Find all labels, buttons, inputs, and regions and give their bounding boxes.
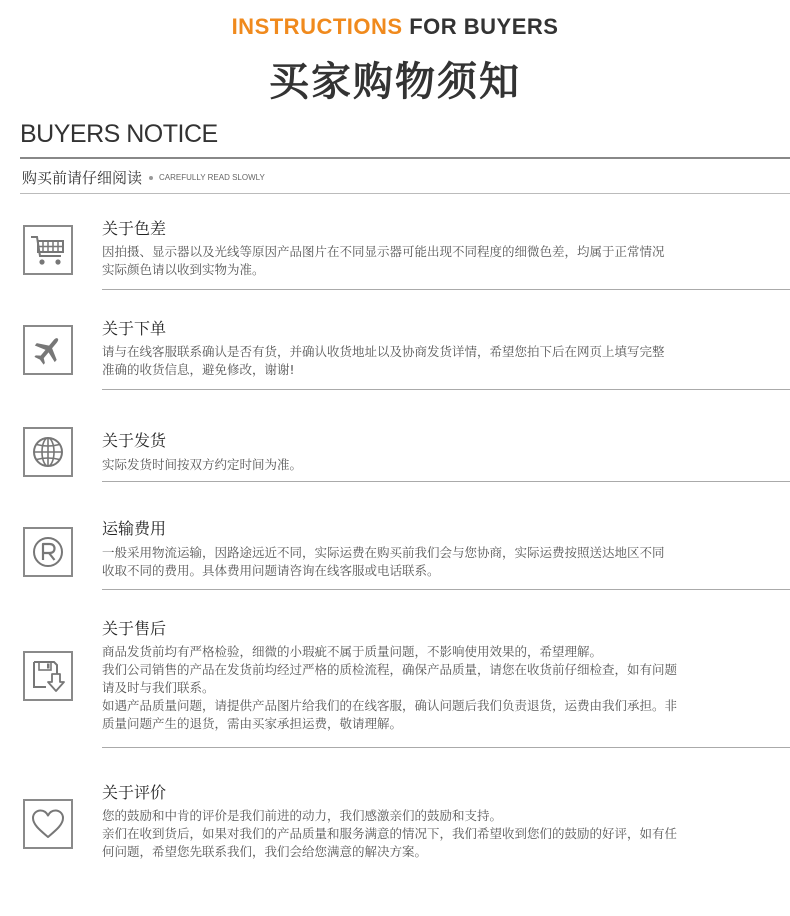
notice-title: BUYERS NOTICE (20, 120, 218, 148)
body-line: 商品发货前均有严格检验，细微的小瑕疵不属于质量问题，不影响使用效果的，希望理解。 (102, 644, 603, 659)
body-line: 何问题，希望您先联系我们，我们会给您满意的解决方案。 (102, 844, 428, 859)
section-body (102, 807, 752, 861)
notice-subtitle-cn: 购买前请仔细阅读 (22, 169, 143, 187)
body-line: 如遇产品质量问题，请提供产品图片给我们的在线客服，确认问题后我们负责退货，运费由我们承担。非 (102, 698, 678, 713)
body-line: 我们公司销售的产品在发货前均经过严格的质检流程，确保产品质量，请您在收货前仔细检查，如有问题 (102, 662, 678, 677)
body-line: 实际发货时间按双方约定时间为准。 (102, 457, 303, 472)
section-title: 关于售后 (102, 619, 167, 638)
notice-subtitle (22, 167, 265, 188)
body-line: 实际颜色请以收到实物为准。 (102, 262, 265, 277)
body-line: 收取不同的费用。具体费用问题请咨询在线客服或电话联系。 (102, 563, 440, 578)
section-title: 关于评价 (102, 783, 167, 802)
registered-icon (23, 527, 73, 577)
divider (102, 481, 790, 482)
divider (102, 747, 790, 748)
divider (20, 157, 790, 159)
body-line: 请及时与我们联系。 (102, 680, 215, 695)
shopping-cart-icon (23, 225, 73, 275)
section-title: 关于发货 (102, 431, 167, 450)
section-title: 关于下单 (102, 319, 167, 338)
body-line: 亲们在收到货后，如果对我们的产品质量和服务满意的情况下，我们希望收到您们的鼓励的好评，如有任 (102, 826, 678, 841)
section-body (102, 643, 752, 733)
divider (102, 289, 790, 290)
body-line: 准确的收货信息，避免修改，谢谢! (102, 362, 295, 377)
bullet-dot (149, 176, 153, 180)
section-body (102, 544, 752, 580)
body-line: 因拍摄、显示器以及光线等原因产品图片在不同显示器可能出现不同程度的细微色差，均属于正常情况 (102, 244, 665, 259)
heart-icon (23, 799, 73, 849)
save-download-icon (23, 651, 73, 701)
section-title: 关于色差 (102, 219, 167, 238)
airplane-icon (23, 325, 73, 375)
divider (20, 193, 790, 194)
section-body (102, 243, 752, 279)
body-line: 请与在线客服联系确认是否有货，并确认收货地址以及协商发货详情，希望您拍下后在网页上填写完整 (102, 344, 665, 359)
header-english-rest: FOR BUYERS (409, 14, 559, 39)
globe-icon (23, 427, 73, 477)
section-body (102, 343, 752, 379)
header-english (0, 14, 790, 40)
divider (102, 389, 790, 390)
body-line: 一般采用物流运输，因路途远近不同，实际运费在购买前我们会与您协商，实际运费按照送达地区不同 (102, 545, 665, 560)
section-title: 运输费用 (102, 519, 167, 538)
notice-subtitle-en: CAREFULLY READ SLOWLY (159, 173, 265, 182)
body-line: 质量问题产生的退货，需由买家承担运费，敬请理解。 (102, 716, 403, 731)
section-body (102, 456, 752, 474)
page-title: 买家购物须知 (269, 59, 521, 105)
body-line: 您的鼓励和中肯的评价是我们前进的动力，我们感激亲们的鼓励和支持。 (102, 808, 503, 823)
header-english-highlight: INSTRUCTIONS (231, 14, 403, 39)
divider (102, 589, 790, 590)
